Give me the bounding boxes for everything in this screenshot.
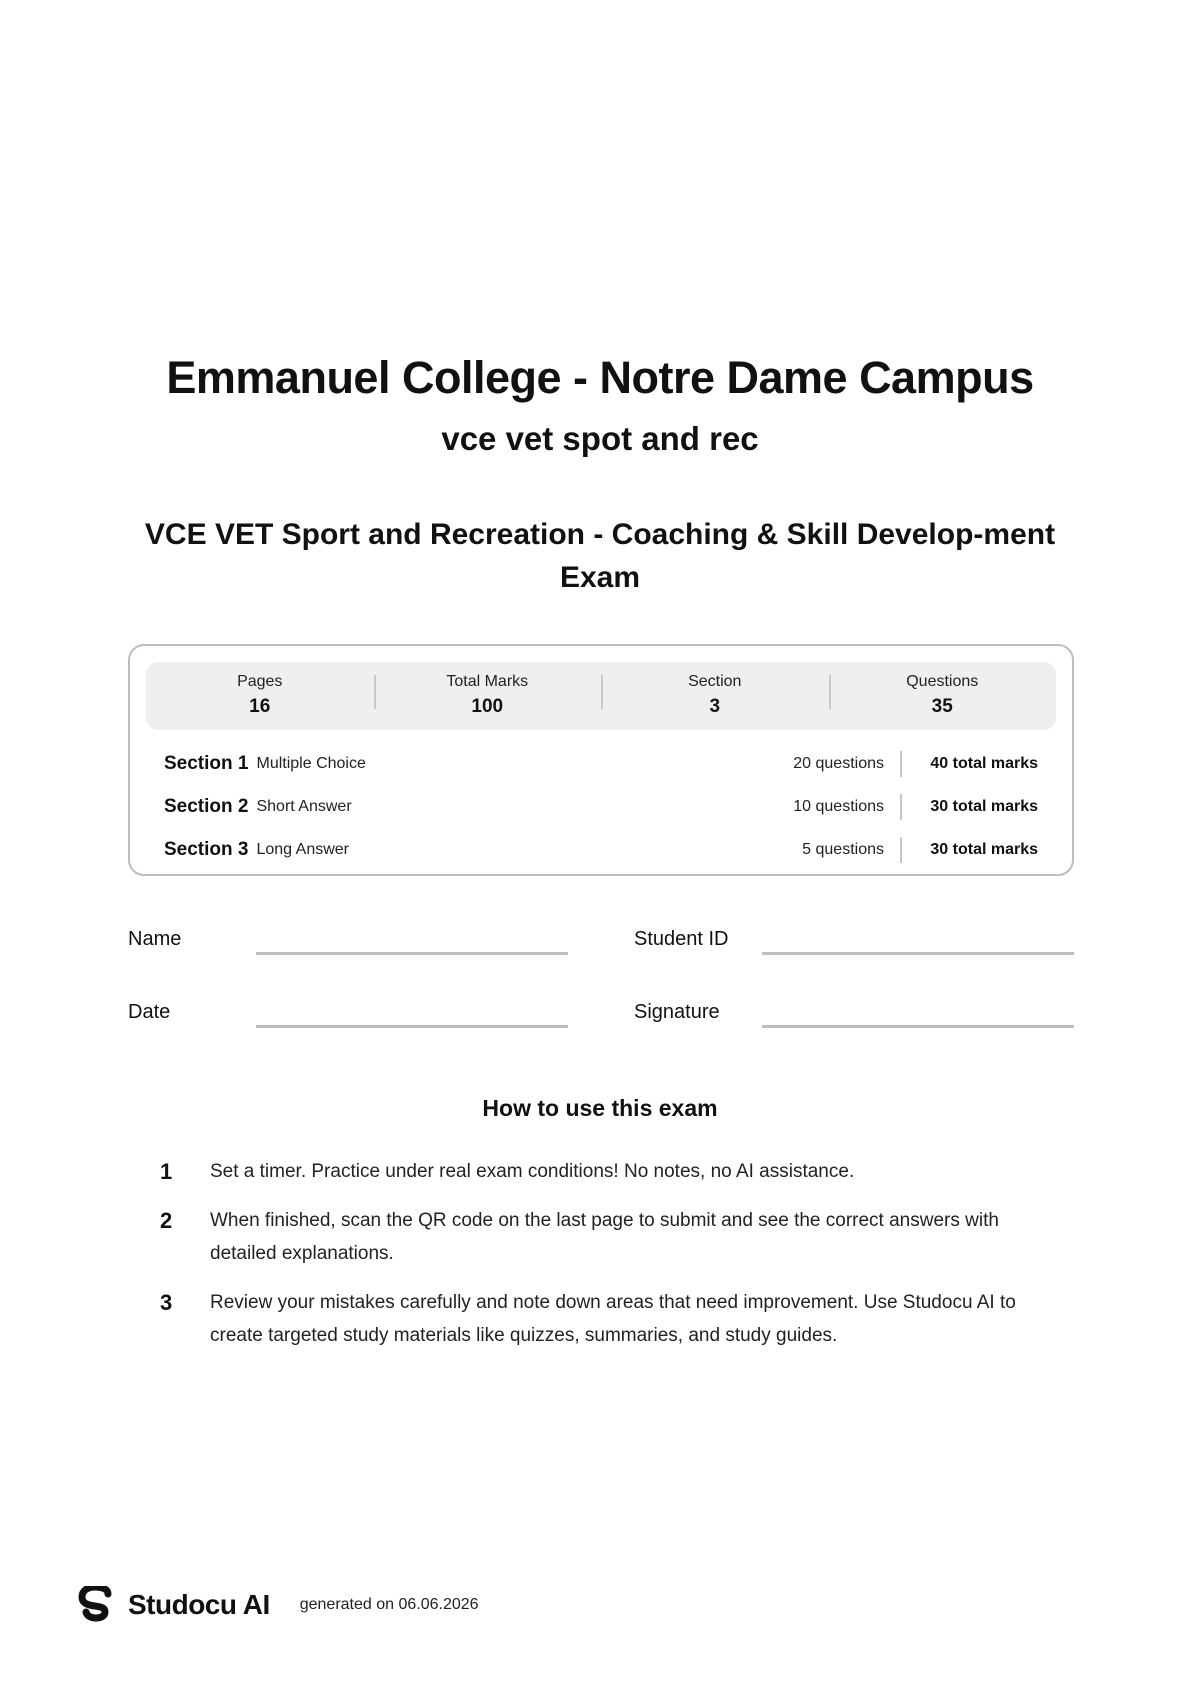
section-list (164, 742, 1038, 871)
section-questions: 20 questions (793, 754, 884, 772)
name-label: Name (128, 928, 182, 950)
footer (78, 1586, 479, 1624)
stat-questions (829, 672, 1057, 720)
list-item (160, 1155, 1060, 1188)
stat-value: 3 (709, 696, 721, 717)
stat-label: Questions (906, 673, 979, 690)
section-name: Section 1 (164, 752, 249, 774)
stat-label: Section (688, 673, 742, 690)
signature-label: Signature (634, 1001, 720, 1023)
stat-label: Pages (237, 673, 283, 690)
section-name: Section 2 (164, 795, 249, 817)
stat-value: 100 (471, 696, 504, 717)
step-text: Review your mistakes carefully and note down areas that need improvement. Use Studocu AI to create targeted study materials like quizzes, summaries, and study guides. (210, 1292, 1016, 1346)
signature-line[interactable] (762, 1025, 1074, 1028)
brand-name: Studocu AI (128, 1589, 270, 1620)
section-marks: 30 total marks (930, 840, 1038, 858)
stat-value: 35 (931, 696, 953, 717)
section-marks: 30 total marks (930, 797, 1038, 815)
section-questions: 5 questions (802, 840, 884, 858)
generated-date: generated on 06.06.2026 (299, 1596, 479, 1613)
list-item (160, 1204, 1060, 1270)
step-number: 2 (160, 1208, 173, 1233)
stat-pages (146, 672, 374, 720)
student-id-line[interactable] (762, 952, 1074, 955)
section-type: Multiple Choice (256, 754, 366, 772)
section-type: Short Answer (256, 797, 352, 815)
date-line[interactable] (256, 1025, 568, 1028)
list-item (160, 1286, 1060, 1352)
section-questions: 10 questions (793, 797, 884, 815)
date-label: Date (128, 1001, 171, 1023)
student-info-fields (128, 924, 1074, 1070)
stat-total-marks (374, 672, 602, 720)
exam-title: VCE VET Sport and Recreation - Coaching & Skill Develop-ment Exam (144, 518, 1056, 594)
studocu-logo-icon (78, 1586, 114, 1624)
name-line[interactable] (256, 952, 568, 955)
section-row-1 (164, 742, 1038, 785)
section-name: Section 3 (164, 838, 249, 860)
section-row-2 (164, 785, 1038, 828)
section-row-3 (164, 828, 1038, 871)
field-row (128, 997, 1074, 1070)
field-row (128, 924, 1074, 997)
stat-label: Total Marks (446, 673, 529, 690)
section-marks: 40 total marks (930, 754, 1038, 772)
stat-value: 16 (249, 696, 271, 717)
student-id-label: Student ID (634, 928, 729, 950)
exam-summary-box (128, 644, 1074, 876)
stat-section (601, 672, 829, 720)
step-number: 1 (160, 1159, 173, 1184)
course-name: vce vet spot and rec (441, 420, 759, 457)
step-text: When finished, scan the QR code on the last page to submit and see the correct answers with detailed explanations. (210, 1210, 999, 1264)
section-type: Long Answer (256, 840, 349, 858)
exam-stats-bar (146, 662, 1056, 730)
howto-title: How to use this exam (482, 1095, 718, 1121)
howto-steps (160, 1155, 1060, 1368)
school-name: Emmanuel College - Notre Dame Campus (166, 352, 1034, 403)
step-number: 3 (160, 1290, 173, 1315)
step-text: Set a timer. Practice under real exam conditions! No notes, no AI assistance. (210, 1161, 855, 1182)
